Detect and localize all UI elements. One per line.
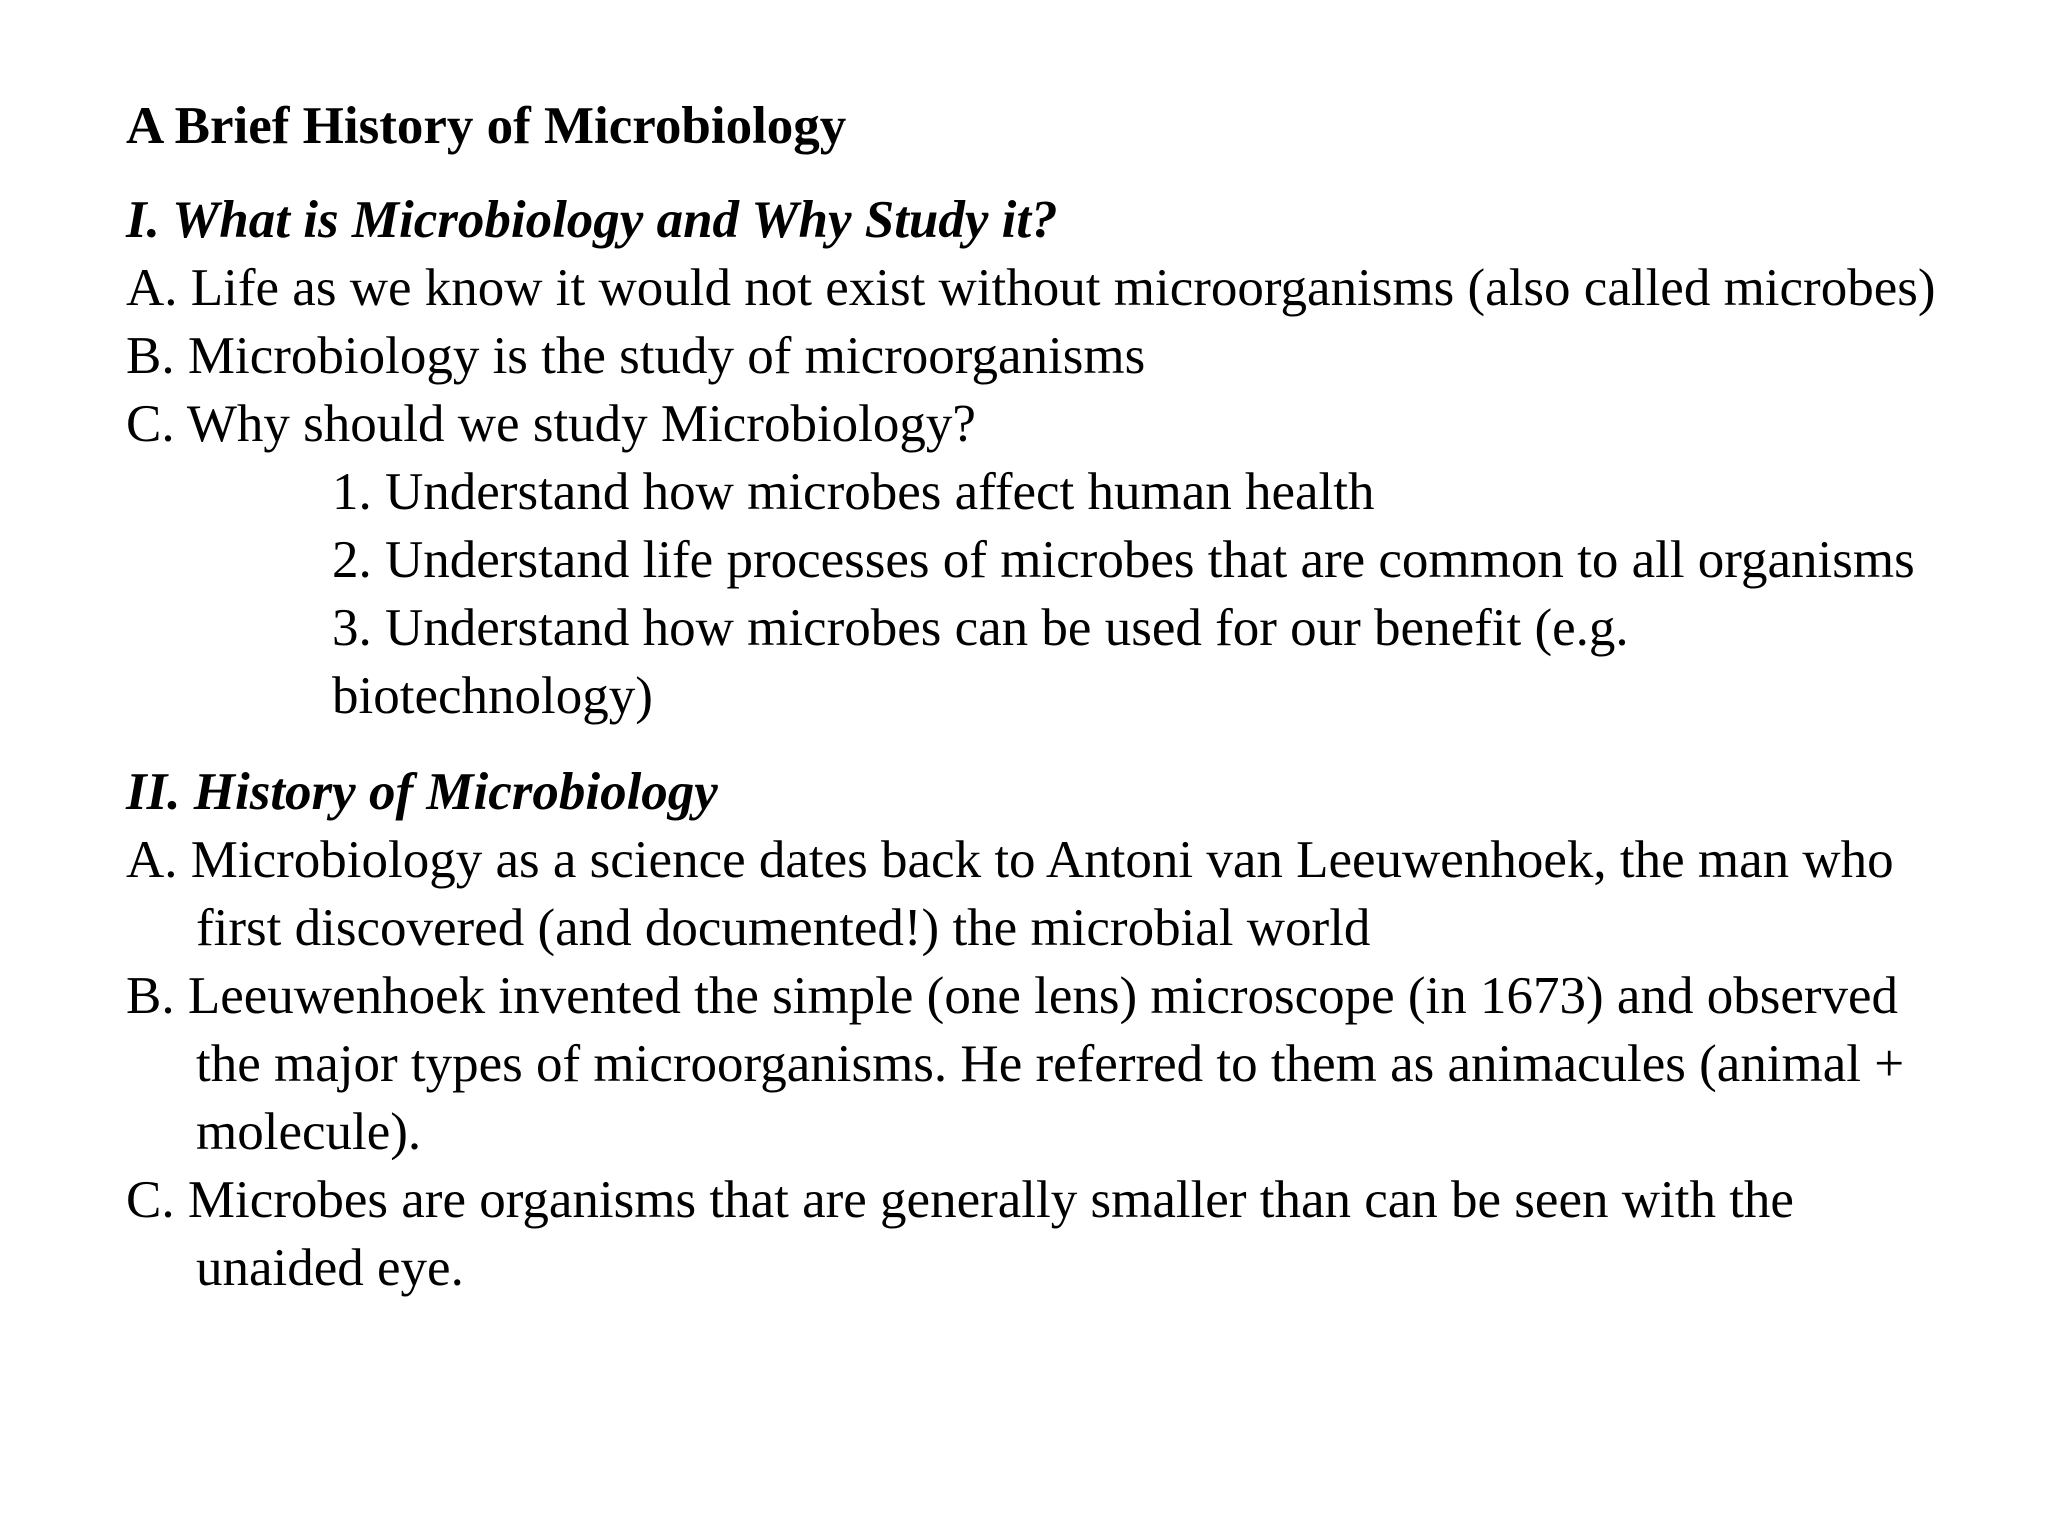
- outline-subitem: 2. Understand life processes of microbes that are common to all organisms: [332, 531, 1915, 589]
- outline-item: A. Life as we know it would not exist without microorganisms (also called microbes): [126, 259, 1936, 317]
- section-heading: II. History of Microbiology: [126, 763, 718, 821]
- outline-item: C. Why should we study Microbiology?: [126, 395, 976, 453]
- outline-item: B. Microbiology is the study of microorganisms: [126, 327, 1146, 385]
- outline-item: A. Microbiology as a science dates back to Antoni van Leeuwenhoek, the man who first discovered (and documented!) the microbial world: [126, 831, 1894, 957]
- outline-item: C. Microbes are organisms that are generally smaller than can be seen with the unaided eye.: [126, 1171, 1794, 1297]
- document-title: A Brief History of Microbiology: [126, 97, 847, 155]
- outline-item: B. Leeuwenhoek invented the simple (one lens) microscope (in 1673) and observed the major types of microorganisms. He referred to them as animacules (animal + molecule).: [126, 967, 1905, 1161]
- section-heading: I. What is Microbiology and Why Study it?: [126, 191, 1058, 249]
- document-page: [126, 92, 1946, 1302]
- outline-subitem: 3. Understand how microbes can be used for our benefit (e.g. biotechnology): [332, 599, 1629, 725]
- section-history-of-microbiology: [126, 758, 1946, 1302]
- outline-subitem: 1. Understand how microbes affect human health: [332, 463, 1375, 521]
- section-what-is-microbiology: [126, 186, 1946, 730]
